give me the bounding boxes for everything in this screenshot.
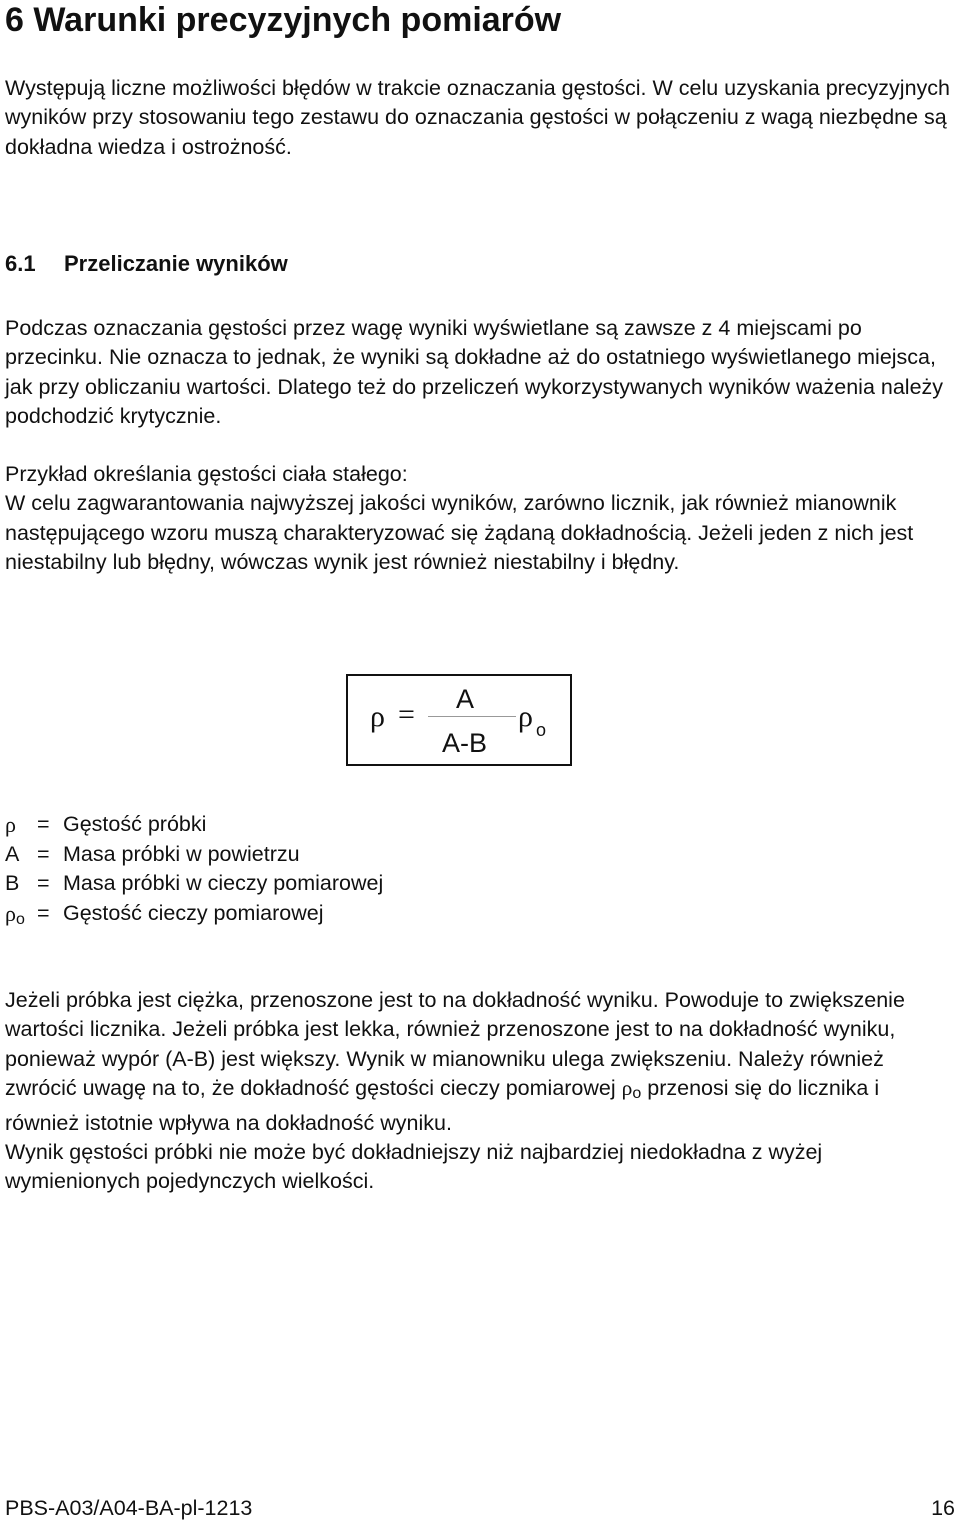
legend-text: Masa próbki w cieczy pomiarowej (63, 871, 384, 895)
legend-symbol: B (5, 871, 20, 895)
rho-zero-symbol: $\rho_o$ (621, 1076, 642, 1103)
legend-text: Masa próbki w powietrzu (63, 841, 300, 866)
formula-factor-subscript: o (536, 720, 547, 740)
page-heading: 6 Warunki precyzyjnych pomiarów (5, 1, 562, 39)
example-paragraph (5, 460, 950, 578)
formula-denominator: A-B (442, 728, 488, 758)
legend-text: Gęstość próbki (63, 812, 207, 836)
footer-page-number: 16 (931, 1496, 955, 1520)
formula-equals: = (398, 698, 415, 731)
density-formula (346, 674, 572, 766)
accuracy-conclusion: Wynik gęstości próbki nie może być dokładniejszy niż najbardziej niedokładna z wyżej wymienionych pojedynczych wielkości. (5, 1140, 823, 1194)
legend-row (5, 869, 383, 899)
rounding-paragraph: Podczas oznaczania gęstości przez wagę wyniki wyświetlane są zawsze z 4 miejscami po przecinku. Nie oznacza to jednak, że wyniki są dokładne aż do ostatniego wyświetlanego miejsca, jak przy obliczaniu wartości. Dlatego też do przeliczeń wykorzystywanych wyników ważenia należy podchodzić krytycznie. (5, 316, 944, 429)
formula-legend (5, 810, 383, 934)
example-intro-line: Przykład określania gęstości ciała stałego: (5, 462, 408, 486)
legend-equals: = (37, 841, 50, 866)
section-heading (5, 249, 288, 279)
accuracy-paragraph (5, 986, 950, 1197)
legend-row (5, 899, 383, 935)
legend-equals: = (37, 871, 50, 895)
intro-paragraph: Występują liczne możliwości błędów w trakcie oznaczania gęstości. W celu uzyskania precyzyjnych wyników przy stosowaniu tego zestawu do oznaczania gęstości w połączeniu z wagą niezbędne są dokładna wiedza i ostrożność. (5, 76, 950, 159)
legend-symbol: ρ (5, 812, 16, 837)
footer-document-id: PBS-A03/A04-BA-pl-1213 (5, 1496, 253, 1520)
legend-symbol: $\rho_o$ (5, 900, 25, 928)
formula-numerator: A (456, 684, 475, 714)
formula-factor: ρ (518, 700, 533, 733)
legend-equals: = (37, 900, 50, 925)
section-number: 6.1 (5, 251, 36, 276)
accuracy-body: Jeżeli próbka jest ciężka, przenoszone jest to na dokładność wyniku. Powoduje to zwiększenie wartości licznika. Jeżeli próbka jest lekka, również przenoszone jest to na dokładność wyniku, ponieważ wypór (A-B) jest większy. Wynik w mianowniku ulega zwiększeniu. Należy również zwrócić uwagę na to, że dokładność gęstości cieczy pomiarowej $\rho_o$ przenosi się do licznika i również istotnie wpływa na dokładność wyniku. (5, 988, 905, 1135)
formula-lhs: ρ (370, 700, 385, 733)
legend-equals: = (37, 812, 50, 836)
legend-row (5, 810, 383, 840)
section-title: Przeliczanie wyników (64, 251, 288, 276)
example-body: W celu zagwarantowania najwyższej jakości wyników, zarówno licznik, jak również mianownik następującego wzoru muszą charakteryzować się żądaną dokładnością. Jeżeli jeden z nich jest niestabilny lub błędny, wówczas wynik jest również niestabilny i błędny. (5, 491, 914, 575)
legend-symbol: A (5, 841, 20, 866)
legend-row (5, 840, 383, 870)
legend-text: Gęstość cieczy pomiarowej (63, 900, 324, 925)
fraction-bar (428, 716, 516, 717)
